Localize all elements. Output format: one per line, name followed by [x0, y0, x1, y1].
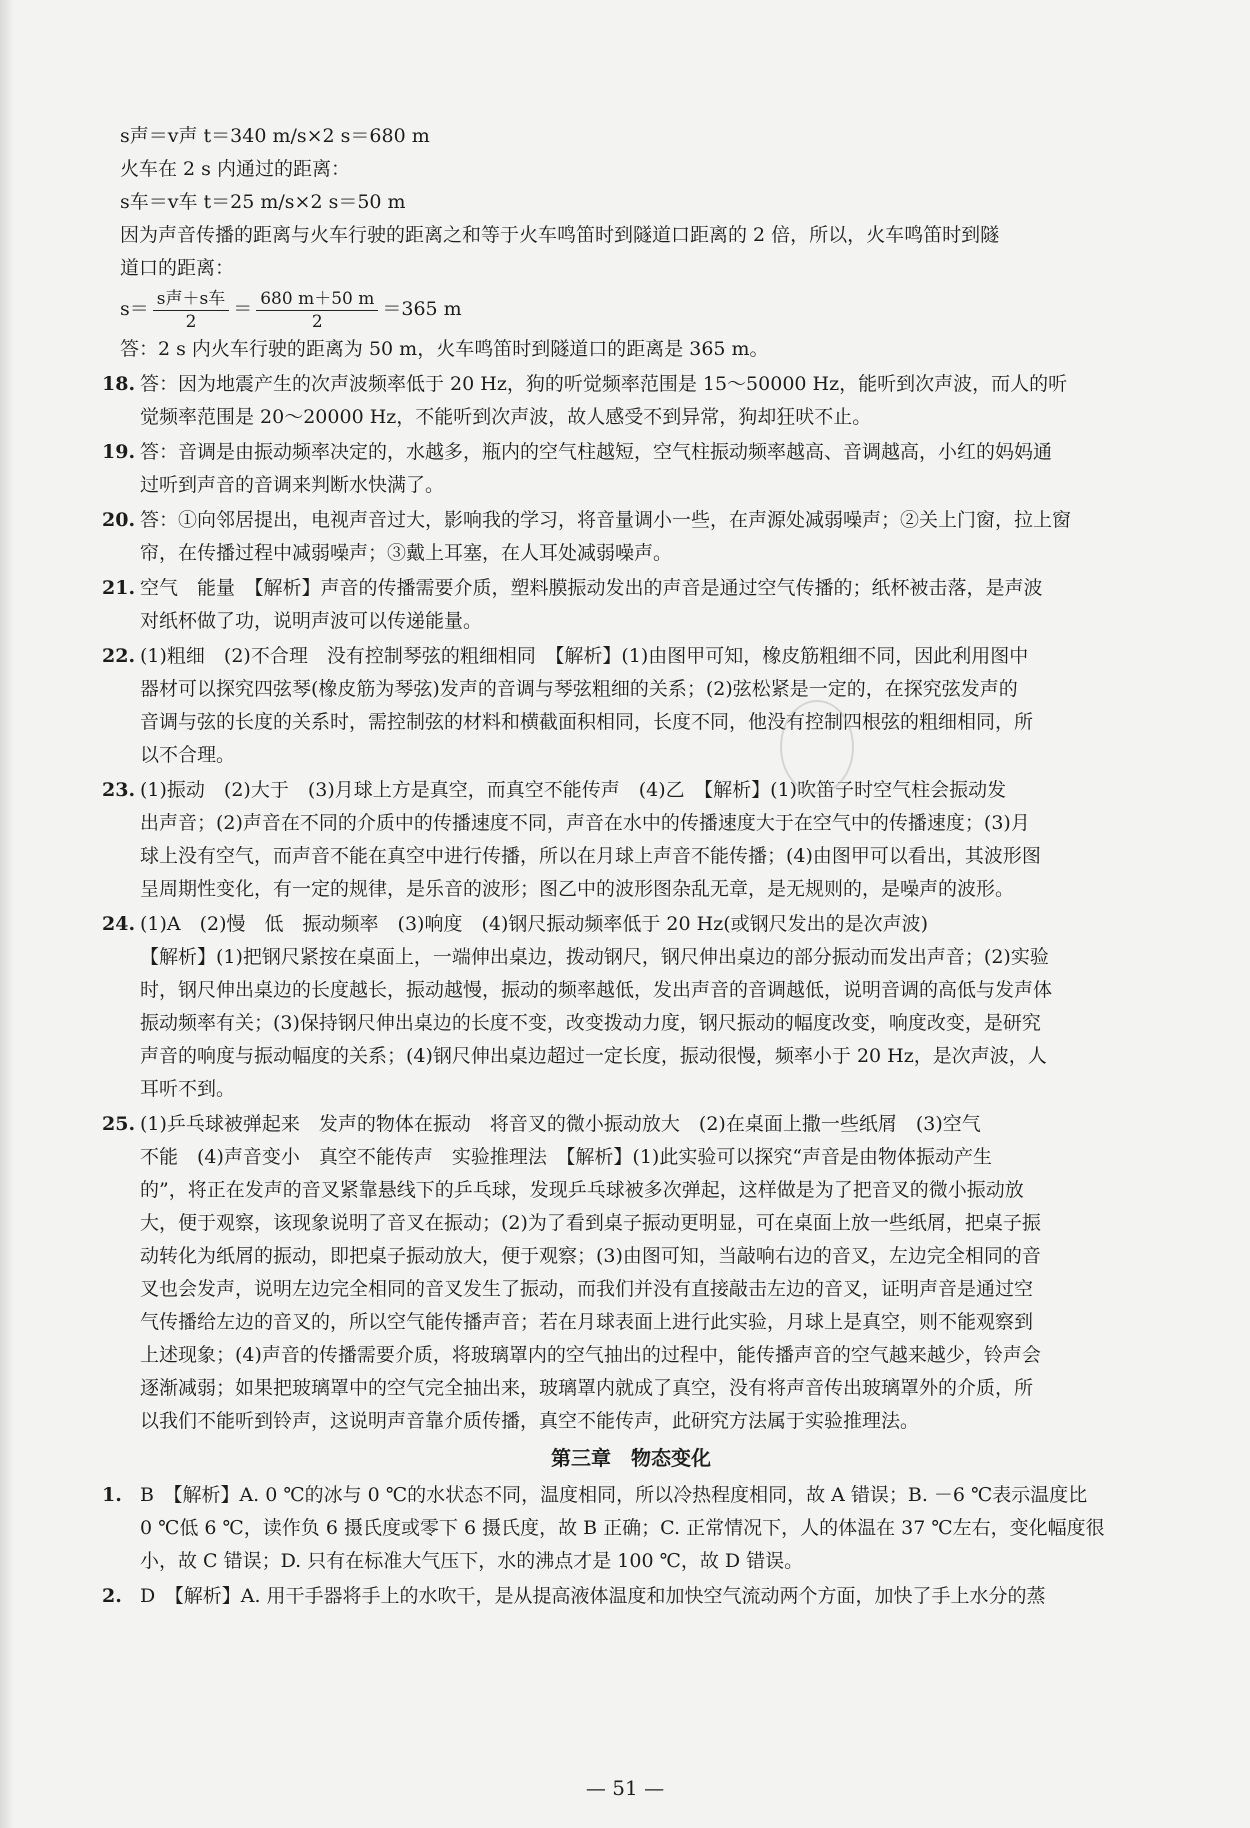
item-text-line: 对纸杯做了功，说明声波可以传递能量。 — [140, 610, 483, 632]
item-text-line: 不能 (4)声音变小 真空不能传声 实验推理法 【解析】(1)此实验可以探究“声音是由物体振动产生 — [140, 1146, 993, 1168]
fraction-2-denominator: 2 — [311, 311, 323, 332]
item-first-line — [102, 908, 1160, 941]
answer-item — [102, 368, 1160, 434]
chapter-title: 第三章 物态变化 — [551, 1446, 711, 1470]
item-text: 答：因为地震产生的次声波频率低于 20 Hz，狗的听觉频率范围是 15～50000 Hz，能听到次声波，而人的听 — [140, 373, 1068, 395]
answer-item — [102, 1479, 1160, 1578]
item-text: D 【解析】A. 用干手器将手上的水吹干，是从提高液体温度和加快空气流动两个方面，加快了手上水分的蒸 — [140, 1585, 1046, 1607]
item-number: 23. — [102, 779, 136, 801]
text-line: 火车在 2 s 内通过的距离： — [120, 158, 350, 180]
answer-item — [102, 908, 1160, 1106]
page-number: — 51 — — [585, 1776, 665, 1800]
item-text-line: 出声音；(2)声音在不同的介质中的传播速度不同，声音在水中的传播速度大于在空气中的传播速度；(3)月 — [140, 812, 1030, 834]
item-number: 22. — [102, 645, 136, 667]
item-text-line: 球上没有空气，而声音不能在真空中进行传播，所以在月球上声音不能传播；(4)由图甲可以看出，其波形图 — [140, 845, 1041, 867]
item-text-line: 动转化为纸屑的振动，即把桌子振动放大，便于观察；(3)由图可知，当敲响右边的音叉，左边完全相同的音 — [140, 1245, 1041, 1267]
item-number: 2. — [102, 1585, 122, 1607]
formula-lhs: s＝ — [120, 298, 149, 320]
item-number: 25. — [102, 1113, 136, 1135]
item-number: 21. — [102, 577, 136, 599]
item-text-line: 以不合理。 — [140, 744, 236, 766]
item-text: (1)粗细 (2)不合理 没有控制琴弦的粗细相同 【解析】(1)由图甲可知，橡皮筋粗细不同，因此利用图中 — [140, 645, 1029, 667]
item-text-line: 声音的响度与振动幅度的关系；(4)钢尺伸出桌边超过一定长度，振动很慢，频率小于 20 Hz，是次声波，人 — [140, 1045, 1047, 1067]
item-text: 空气 能量 【解析】声音的传播需要介质，塑料膜振动发出的声音是通过空气传播的；纸杯被击落，是声波 — [140, 577, 1043, 599]
fraction-2 — [256, 288, 378, 333]
answer-17: 答：2 s 内火车行驶的距离为 50 m，火车鸣笛时到隧道口的距离是 365 m。 — [120, 338, 769, 360]
item-text: (1)振动 (2)大于 (3)月球上方是真空，而真空不能传声 (4)乙 【解析】(1)吹笛子时空气柱会振动发 — [140, 779, 1007, 801]
item-text-line: 【解析】(1)把钢尺紧按在桌面上，一端伸出桌边，拨动钢尺，钢尺伸出桌边的部分振动而发出声音；(2)实验 — [140, 946, 1049, 968]
item-text-line: 时，钢尺伸出桌边的长度越长，振动越慢，振动的频率越低，发出声音的音调越低，说明音调的高低与发声体 — [140, 979, 1053, 1001]
item-text-line: 音调与弦的长度的关系时，需控制弦的材料和横截面积相同，长度不同，他没有控制四根弦的粗细相同，所 — [140, 711, 1034, 733]
item-text-line: 过听到声音的音调来判断水快满了。 — [140, 474, 445, 496]
page-edge-shadow — [0, 0, 14, 1828]
text-line: 因为声音传播的距离与火车行驶的距离之和等于火车鸣笛时到隧道口距离的 2 倍，所以，火车鸣笛时到隧 — [120, 224, 1000, 246]
item-first-line — [102, 572, 1160, 605]
text-line: s声＝v声 t＝340 m/s×2 s＝680 m — [120, 125, 430, 147]
item-text-line: 呈周期性变化，有一定的规律，是乐音的波形；图乙中的波形图杂乱无章，是无规则的，是噪声的波形。 — [140, 878, 1015, 900]
formula-eq: ＝ — [233, 298, 253, 320]
fraction-1-denominator: 2 — [185, 311, 197, 332]
item-text-line: 0 ℃低 6 ℃，读作负 6 摄氏度或零下 6 摄氏度，故 B 正确；C. 正常情况下，人的体温在 37 ℃左右，变化幅度很 — [140, 1517, 1105, 1539]
item-text-line: 耳听不到。 — [140, 1078, 236, 1100]
item-first-line — [102, 436, 1160, 469]
text-line: 道口的距离： — [120, 257, 235, 279]
item-text: (1)乒乓球被弹起来 发声的物体在振动 将音叉的微小振动放大 (2)在桌面上撒一些纸屑 (3)空气 — [140, 1113, 981, 1135]
item-text-line: 逐渐减弱；如果把玻璃罩中的空气完全抽出来，玻璃罩内就成了真空，没有将声音传出玻璃罩外的介质，所 — [140, 1377, 1034, 1399]
item-text: 答：①向邻居提出，电视声音过大，影响我的学习，将音量调小一些，在声源处减弱噪声；②关上门窗，拉上窗 — [140, 509, 1072, 531]
item-text-line: 振动频率有关；(3)保持钢尺伸出桌边的长度不变，改变拨动力度，钢尺振动的幅度改变，响度改变，是研究 — [140, 1012, 1041, 1034]
item-text-line: 大，便于观察，该现象说明了音叉在振动；(2)为了看到桌子振动更明显，可在桌面上放一些纸屑，把桌子振 — [140, 1212, 1041, 1234]
item-text-line: 以我们不能听到铃声，这说明声音靠介质传播，真空不能传声，此研究方法属于实验推理法。 — [140, 1410, 920, 1432]
watermark-stamp-icon — [780, 700, 854, 794]
item-number: 18. — [102, 373, 136, 395]
item-number: 24. — [102, 913, 136, 935]
distance-formula — [102, 285, 1160, 333]
answer-item — [102, 640, 1160, 772]
item-text: (1)A (2)慢 低 振动频率 (3)响度 (4)钢尺振动频率低于 20 Hz(或钢尺发出的是次声波) — [140, 913, 929, 935]
answer-item — [102, 572, 1160, 638]
item-text-line: 觉频率范围是 20～20000 Hz，不能听到次声波，故人感受不到异常，狗却狂吠不止。 — [140, 406, 872, 428]
item-first-line — [102, 640, 1160, 673]
answer-item — [102, 504, 1160, 570]
item-text-line: 器材可以探究四弦琴(橡皮筋为琴弦)发声的音调与琴弦粗细的关系；(2)弦松紧是一定的，在探究弦发声的 — [140, 678, 1018, 700]
item-text: 答：音调是由振动频率决定的，水越多，瓶内的空气柱越短，空气柱振动频率越高、音调越高，小红的妈妈通 — [140, 441, 1053, 463]
text-line: s车＝v车 t＝25 m/s×2 s＝50 m — [120, 191, 406, 213]
answer-items — [102, 368, 1160, 1438]
answer-item — [102, 774, 1160, 906]
item-number: 1. — [102, 1484, 122, 1506]
answer-content — [102, 120, 1160, 1613]
item-first-line — [102, 1479, 1160, 1512]
item-text-line: 上述现象；(4)声音的传播需要介质，将玻璃罩内的空气抽出的过程中，能传播声音的空气越来越少，铃声会 — [140, 1344, 1041, 1366]
item-text-line: 小，故 C 错误；D. 只有在标准大气压下，水的沸点才是 100 ℃，故 D 错误。 — [140, 1550, 804, 1572]
answer-item — [102, 436, 1160, 502]
item-first-line — [102, 774, 1160, 807]
item-first-line — [102, 1580, 1160, 1613]
fraction-1 — [153, 288, 229, 333]
item-number: 19. — [102, 441, 136, 463]
answer-item — [102, 1108, 1160, 1438]
item-text-line: 叉也会发声，说明左边完全相同的音叉发生了振动，而我们并没有直接敲击左边的音叉，证明声音是通过空 — [140, 1278, 1034, 1300]
item-first-line — [102, 368, 1160, 401]
item-text-line: 的”，将正在发声的音叉紧靠悬线下的乒乓球，发现乒乓球被多次弹起，这样做是为了把音叉的微小振动放 — [140, 1179, 1024, 1201]
fraction-2-numerator: 680 m＋50 m — [256, 288, 378, 311]
item-text-line: 帘，在传播过程中减弱噪声；③戴上耳塞，在人耳处减弱噪声。 — [140, 542, 673, 564]
item-text: B 【解析】A. 0 ℃的冰与 0 ℃的水状态不同，温度相同，所以冷热程度相同，故 A 错误；B. －6 ℃表示温度比 — [140, 1484, 1088, 1506]
item-first-line — [102, 504, 1160, 537]
answer-item — [102, 1580, 1160, 1613]
chapter3-answer-items — [102, 1479, 1160, 1613]
formula-rhs: ＝365 m — [382, 298, 462, 320]
item-text-line: 气传播给左边的音叉的，所以空气能传播声音；若在月球表面上进行此实验，月球上是真空，则不能观察到 — [140, 1311, 1034, 1333]
item-first-line — [102, 1108, 1160, 1141]
item-number: 20. — [102, 509, 136, 531]
fraction-1-numerator: s声＋s车 — [153, 288, 229, 311]
